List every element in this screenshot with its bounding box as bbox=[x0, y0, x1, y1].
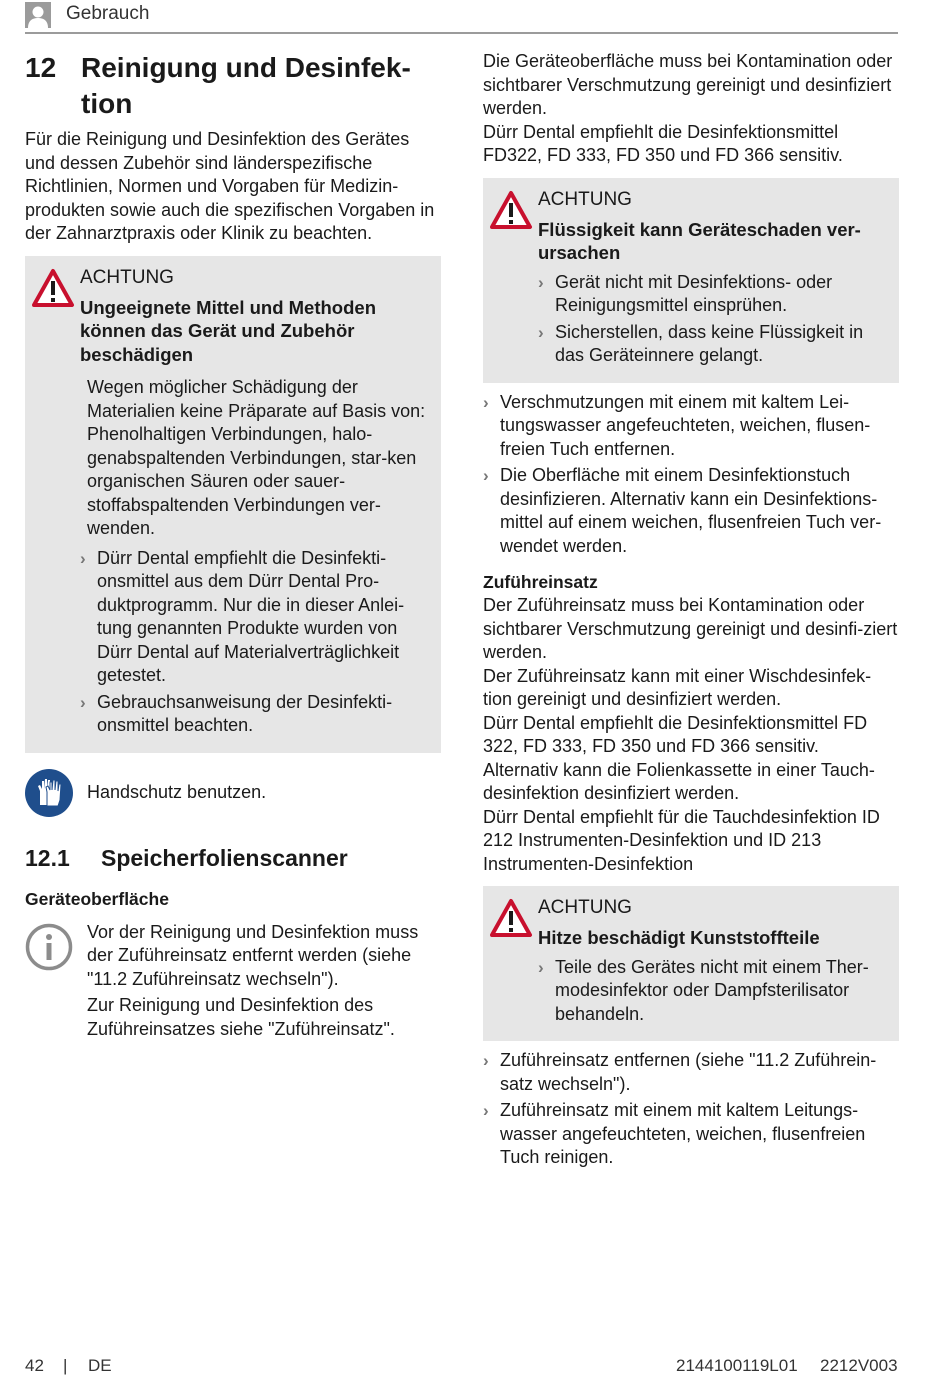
warning-triangle-icon bbox=[489, 190, 533, 230]
chevron-right-icon: › bbox=[483, 392, 489, 412]
paragraph: Der Zuführeinsatz kann mit einer Wischdesinfek-tion gereinigt und desinfiziert werden. bbox=[483, 665, 872, 709]
header-section-title: Gebrauch bbox=[66, 3, 150, 24]
document-number: 2144100119L01 bbox=[676, 1356, 798, 1375]
chapter-title: Reinigung und Desinfek-tion bbox=[81, 52, 411, 119]
warning-title: Flüssigkeit kann Geräteschaden ver-ursachen bbox=[538, 218, 861, 263]
warning-label: ACHTUNG bbox=[80, 266, 174, 288]
warning-text: Wegen möglicher Schädigung der Materialien keine Präparate auf Basis von: Phenolhaltigen Verbindungen, halo-genabspaltenden Verbindungen, star-ken organischen Säuren oder sauer-stoffabspaltenden Verbindungen ver-wenden. bbox=[87, 377, 426, 538]
right-column bbox=[483, 50, 899, 1173]
warning-title: Ungeeignete Mittel und Methoden können das Gerät und Zubehör beschädigen bbox=[80, 296, 376, 365]
info-notice bbox=[25, 921, 441, 1042]
info-icon bbox=[25, 923, 73, 971]
warning-triangle-icon bbox=[489, 898, 533, 938]
section-heading bbox=[25, 843, 441, 873]
warning-bullet-list bbox=[538, 271, 887, 368]
chevron-right-icon: › bbox=[80, 692, 86, 712]
paragraph: Alternativ kann die Folienkassette in einer Tauch-desinfektion desinfiziert werden. bbox=[483, 759, 875, 803]
paragraph: Die Geräteoberfläche muss bei Kontamination oder sichtbarer Verschmutzung gereinigt und desinfiziert werden. bbox=[483, 51, 893, 118]
list-item: › Teile des Gerätes nicht mit einem Ther-modesinfektor oder Dampfsterilisator behandeln. bbox=[538, 956, 869, 1024]
warning-box-heat-damage bbox=[483, 886, 899, 1041]
list-item: › Dürr Dental empfiehlt die Desinfekti-onsmittel aus dem Dürr Dental Pro-duktprogramm. Nur die in dieser Anlei-tung genannten Produkte wurden von Dürr Dental auf Materialverträglichkeit getestet. bbox=[80, 547, 405, 685]
chevron-right-icon: › bbox=[538, 272, 544, 292]
footer-separator: | bbox=[63, 1356, 68, 1375]
document-version: 2212V003 bbox=[820, 1356, 898, 1375]
paragraph: Dürr Dental empfiehlt die Desinfektionsmittel FD322, FD 333, FD 350 und FD 366 sensitiv. bbox=[483, 121, 843, 165]
page-number: 42 bbox=[25, 1356, 44, 1375]
list-item: › Gebrauchsanweisung der Desinfekti-onsmittel beachten. bbox=[80, 691, 393, 735]
warning-bullet-list bbox=[80, 547, 429, 738]
list-item: › Verschmutzungen mit einem mit kaltem Lei-tungswasser angefeuchteten, weichen, flusen-freien Tuch entfernen. bbox=[483, 391, 871, 459]
warning-label: ACHTUNG bbox=[538, 188, 632, 210]
gloves-notice bbox=[25, 767, 441, 817]
footer-language: DE bbox=[88, 1356, 112, 1375]
warning-triangle-icon bbox=[31, 268, 75, 308]
list-item: › Sicherstellen, dass keine Flüssigkeit in das Geräteinnere gelangt. bbox=[538, 321, 864, 365]
intro-paragraph: Für die Reinigung und Desinfektion des Gerätes und dessen Zubehör sind länderspezifische Richtlinien, Normen und Vorgaben für Medizin-produkten sowie auch die spezifischen Vorgaben in der Zahnarztpraxis oder Klinik zu beachten. bbox=[25, 129, 435, 243]
warning-box-unsuitable-agents bbox=[25, 256, 441, 753]
left-column bbox=[25, 50, 441, 1041]
bullet-list bbox=[483, 1049, 899, 1170]
chapter-number: 12 bbox=[25, 52, 57, 83]
protective-gloves-icon bbox=[25, 769, 73, 817]
section-number: 12.1 bbox=[25, 844, 70, 871]
list-item: › Zuführeinsatz mit einem mit kaltem Leitungs-wasser angefeuchteten, weichen, flusenfreien Tuch reinigen. bbox=[483, 1100, 866, 1167]
warning-label: ACHTUNG bbox=[538, 897, 632, 918]
chevron-right-icon: › bbox=[483, 466, 489, 485]
list-item: › Zuführeinsatz entfernen (siehe "11.2 Zuführein-satz wechseln"). bbox=[483, 1050, 877, 1094]
subsection-title: Zuführeinsatz bbox=[483, 572, 598, 592]
paragraph: Der Zuführeinsatz muss bei Kontamination oder sichtbarer Verschmutzung gereinigt und desinfi-ziert werden. bbox=[483, 595, 898, 662]
subsection-title: Geräteoberfläche bbox=[25, 888, 169, 909]
warning-box-liquid-damage bbox=[483, 178, 899, 383]
chevron-right-icon: › bbox=[483, 1051, 489, 1070]
list-item: › Gerät nicht mit Desinfektions- oder Reinigungsmittel einsprühen. bbox=[538, 271, 833, 315]
paragraph: Dürr Dental empfiehlt die Desinfektionsmittel FD 322, FD 333, FD 350 und FD 366 sensitiv. bbox=[483, 712, 868, 756]
chevron-right-icon: › bbox=[538, 322, 544, 342]
page-header bbox=[25, 0, 898, 34]
chevron-right-icon: › bbox=[80, 548, 86, 568]
warning-bullet-list bbox=[538, 956, 887, 1027]
section-title: Speicherfolienscanner bbox=[101, 844, 348, 871]
paragraph: Dürr Dental empfiehlt für die Tauchdesinfektion ID 212 Instrumenten-Desinfektion und ID 213 Instrumenten-Desinfektion bbox=[483, 806, 880, 874]
bullet-list bbox=[483, 391, 899, 559]
gloves-text: Handschutz benutzen. bbox=[87, 781, 267, 802]
warning-title: Hitze beschädigt Kunststoffteile bbox=[538, 927, 820, 948]
chevron-right-icon: › bbox=[483, 1101, 489, 1120]
chevron-right-icon: › bbox=[538, 957, 544, 977]
list-item: › Die Oberfläche mit einem Desinfektionstuch desinfizieren. Alternativ kann ein Desinfektions-mittel auf einem weichen, flusenfreien Tuch ver-wendet werden. bbox=[483, 465, 882, 556]
info-text-2: Zur Reinigung und Desinfektion des Zuführeinsatzes siehe "Zuführeinsatz". bbox=[87, 995, 395, 1039]
chapter-heading bbox=[25, 50, 441, 122]
person-icon bbox=[25, 2, 51, 28]
info-text-1: Vor der Reinigung und Desinfektion muss der Zuführeinsatz entfernt werden (siehe "11.2 Zuführeinsatz wechseln"). bbox=[87, 921, 419, 989]
